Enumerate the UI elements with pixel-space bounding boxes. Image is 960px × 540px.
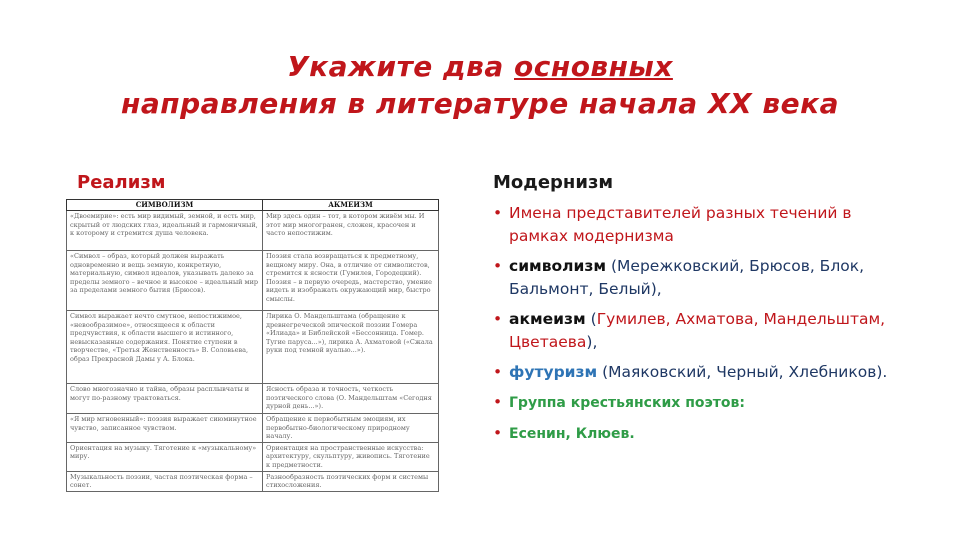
table-header-row	[67, 200, 439, 211]
table-cell: Слово многозначно и тайна, образы расплывчаты и могут по-разному трактоваться.	[67, 384, 263, 414]
bullet-icon: •	[493, 393, 503, 411]
futurism-poets: (Маяковский, Черный, Хлебников).	[597, 363, 888, 381]
peasant-poets-heading: Группа крестьянских поэтов:	[509, 395, 745, 411]
list-item	[493, 255, 893, 301]
acmeism-poets: Гумилев, Ахматова, Мандельштам, Цветаева	[509, 310, 886, 351]
table-header-acmeism: АКМЕИЗМ	[263, 200, 439, 211]
list-item	[493, 202, 893, 248]
bullet-icon: •	[493, 257, 503, 275]
table-cell: «Я мир мгновенный»: поэзия выражает сиюминутное чувство, записанное чувством.	[67, 414, 263, 443]
table-cell: Лирика О. Мандельштама (обращение к древнегреческой эпической поэзии Гомера «Илиада» и Библейской «Бессонница. Гомер. Тугие паруса...»), лирика А. Ахматовой («Сжала руки под темной вуалью...»).	[263, 311, 439, 384]
modernism-heading: Модернизм	[493, 172, 614, 193]
table-row	[67, 251, 439, 311]
list-item	[493, 422, 893, 446]
table-row	[67, 414, 439, 443]
title-line2: направления в литературе начала XX века	[121, 87, 839, 120]
table-cell: Ориентация на пространственные искусства: архитектуру, скульптуру, живопись. Тяготение к предметности.	[263, 442, 439, 471]
table-cell: Музыкальность поэзии, частая поэтическая форма – сонет.	[67, 471, 263, 491]
bullet-icon: •	[493, 204, 503, 222]
table-cell: Поэзия стала возвращаться к предметному, вещному миру. Она, в отличие от символистов, стремится к ясности (Гумилев, Городецкий). Поэзия – в первую очередь, мастерство, умение видеть и изображать окружающий мир, быстро смыслы.	[263, 251, 439, 311]
peasant-poets-names: Есенин, Клюев.	[509, 426, 635, 442]
table-row	[67, 311, 439, 384]
comparison-table	[66, 199, 439, 492]
table-cell: Мир здесь один – тот, в котором живём мы. И этот мир многогранен, сложен, красочен и часто непостижим.	[263, 211, 439, 251]
bullet-icon: •	[493, 363, 503, 381]
table-cell: Символ выражает нечто смутное, непостижимое, «невообразимое», относящееся к области предчувствия, к области высшего и истинного, невысказанные содержания. Понятие ступени в творчестве, «Третья Женственность» В. Соловьева, образ Прекрасной Дамы у А. Блока.	[67, 311, 263, 384]
acmeism-open-paren: (	[585, 310, 597, 328]
symbolism-term: символизм	[509, 257, 607, 275]
acmeism-close-paren: ),	[586, 333, 598, 351]
list-intro-text: Имена представителей разных течений в рамках модернизма	[509, 204, 852, 245]
realism-heading: Реализм	[77, 172, 166, 193]
table-cell: Ориентация на музыку. Тяготение к «музыкальному» миру.	[67, 442, 263, 471]
list-item	[493, 391, 893, 415]
bullet-icon: •	[493, 310, 503, 328]
table-header-symbolism: СИМВОЛИЗМ	[67, 200, 263, 211]
table-cell: Ясность образа и точность, четкость поэтического слова (О. Мандельштам «Сегодня дурной день...»).	[263, 384, 439, 414]
table-row	[67, 384, 439, 414]
futurism-term: футуризм	[509, 363, 598, 381]
title-line1-start: Укажите два	[287, 50, 515, 83]
table-cell: Обращение к первобытным эмоциям, их первобытно-биологическому природному началу.	[263, 414, 439, 443]
table-row	[67, 471, 439, 491]
title-underlined-word: основных	[514, 50, 673, 83]
table-cell: «Двоемирие»: есть мир видимый, земной, и есть мир, скрытый от людских глаз, идеальный и гармоничный, к которому и стремится душа человека.	[67, 211, 263, 251]
table-row	[67, 211, 439, 251]
symbolism-poets: (Мережковский, Брюсов, Блок, Бальмонт, Белый),	[509, 257, 864, 298]
table-cell: Разнообразность поэтических форм и системы стихосложения.	[263, 471, 439, 491]
slide-title	[60, 48, 900, 122]
acmeism-term: акмеизм	[509, 310, 586, 328]
table-cell: «Символ – образ, который должен выражать одновременно и вещь земную, конкретную, материальную, символ идеалов, указывать далеко за пределы земного – вечное и высокое – идеальный мир за пределами земного бытия (Брюсов).	[67, 251, 263, 311]
table-row	[67, 442, 439, 471]
list-item	[493, 308, 893, 354]
list-item	[493, 361, 893, 384]
modernism-list	[493, 202, 893, 453]
bullet-icon: •	[493, 424, 503, 442]
